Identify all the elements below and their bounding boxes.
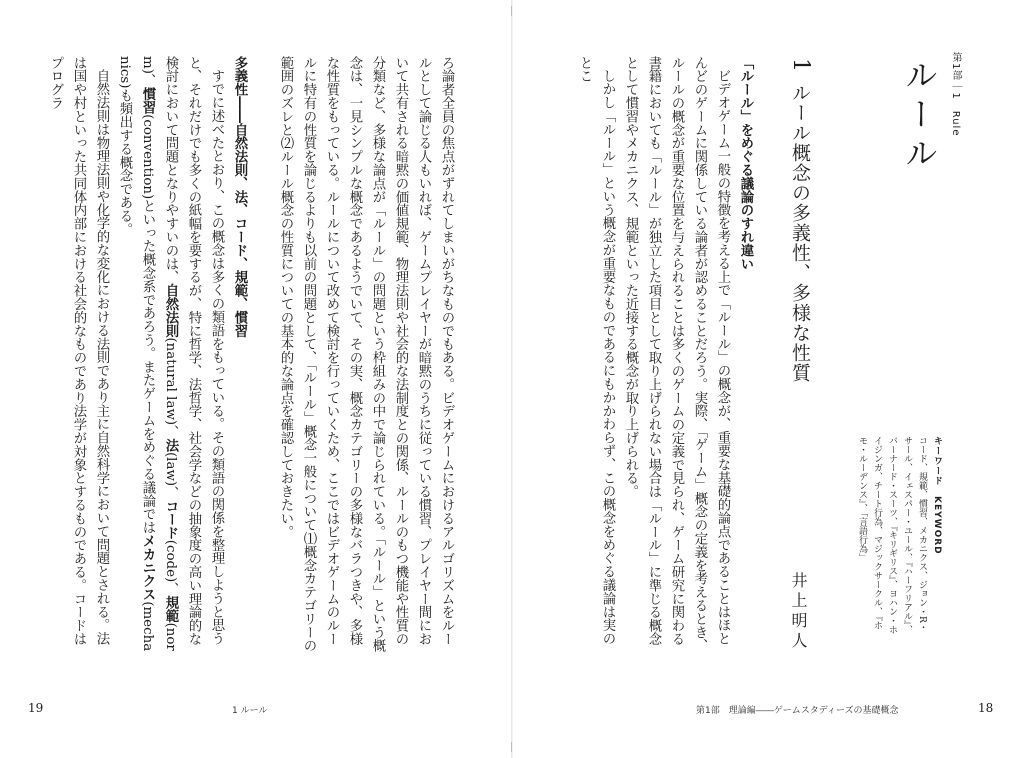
text-run: すでに述べたとおり、この概念は多くの類語をもっている。その類語の関係を整理しようと思うと、それだけでも多くの紙幅を要するが、特に哲学、法哲学、社会学などの抽象度の高い理論的な検討において問題となりやすいのは、 <box>163 56 224 646</box>
term-code: コード <box>163 499 178 540</box>
term-law: 法 <box>163 438 178 452</box>
left-paragraph-continued: ろ論者全員の焦点がずれてしまいがちなものでもある。ビデオゲームにおけるアルゴリズムをルールとして論じる人もいれば、ゲームプレイヤーが暗黙のうちに従っている慣習、プレイヤー間において共有される暗黙の価値規範、物理法則や社会的な法制度との関係、ルールのもつ機能や性質の分類など、多様な論点が「ルール」の問題という枠組みの中で論じられている。「ルール」という概念は、一見シンプルな概念であるようでいて、その実、概念カテゴリーの多様なバラつきや、多様な性質をもっている。ルールについて改めて検討を行っていくため、ここではビデオゲームのルールに特有の性質を論じるよりも以前の問題として、「ルール」概念一般について⑴概念カテゴリーの範囲のズレと⑵ルール概念の性質についての基本的な論点を確認しておきたい。 <box>278 56 454 653</box>
text-run: 、 <box>163 486 178 500</box>
crop-mark-top <box>511 6 512 16</box>
running-header-left: 1 ルール <box>232 706 268 716</box>
part-label: 第1部｜1 Rule <box>950 52 961 137</box>
crop-mark-bottom <box>511 742 512 752</box>
left-body-text <box>48 56 458 653</box>
right-body-text <box>577 56 757 653</box>
gloss: (norm) <box>140 56 178 651</box>
text-run: 、 <box>163 582 178 596</box>
gloss: (mechanics) <box>117 56 155 652</box>
running-header-right: 第1部 理論編――ゲームスタディーズの基礎概念 <box>696 706 899 716</box>
term-norm: 規範 <box>163 595 178 623</box>
section-title: ルール概念の多義性、多様な性質 <box>789 83 811 383</box>
term-natural-law: 自然法則 <box>163 283 178 338</box>
left-paragraph-3: 自然法則は物理法則や化学的な変化における法則であり主に自然科学において問題とされる。法は国や村といった共同体内部における社会的なものであり法学が対象とするものである。コードはプログラ <box>48 56 109 646</box>
text-run: といった概念系であろう。またゲームをめぐる議論では <box>140 199 155 535</box>
section-number: 1 <box>788 58 813 73</box>
author-name: 井上明人 <box>789 572 808 652</box>
gloss: (code) <box>163 539 178 583</box>
page-number-left: 19 <box>28 701 44 715</box>
keyword-label: キーワード KEYWORD <box>932 436 942 555</box>
page-gutter <box>511 0 513 758</box>
term-convention: 慣習 <box>140 87 155 115</box>
keyword-list: コード、規範、慣習、メカニクス、ジョン・R・サール、イェスパー・ユール、『ハーフリアル』、バーナード・スーツ、『キリギリス』、ヨハン・ホイジンガ、チート行為、マジックサークル、『ホモ・ルーデンス』、「言語行為」 <box>857 436 927 634</box>
text-run: 、 <box>163 425 178 439</box>
gloss: (law) <box>163 451 178 487</box>
left-paragraph-2 <box>113 56 228 653</box>
text-run: も頻出する概念である。 <box>117 88 132 236</box>
subsection-heading: 「ルール」をめぐる議論のすれ違い <box>738 56 753 271</box>
text-run: 、 <box>140 73 155 88</box>
right-paragraph-1: ビデオゲーム一般の特徴を考える上で「ルール」の概念が、重要な基礎的論点であることはほとんどのゲームに関係している論者が認めることだろう。実際、「ゲーム」概念の定義を考えるとき、ルールの概念が重要な位置を与えられることは多くのゲームの定義で見られ、ゲーム研究に関わる書籍においても「ルール」が独立した項目として取り上げられない場合は「ルール」に準じる概念として慣習やメカニクス、規範といった近接する概念が取り上げられる。 <box>623 56 730 653</box>
term-mechanics: メカニクス <box>140 534 155 602</box>
page-number-right: 18 <box>978 701 994 715</box>
section-heading <box>768 58 812 388</box>
right-paragraph-2: しかし「ルール」という概念が重要なものであるにもかかわらず、この概念をめぐる議論は実のとこ <box>577 56 615 646</box>
gloss: (natural law) <box>163 337 178 426</box>
keyword-block <box>852 436 944 636</box>
subsection-heading-2: 多義性――自然法則、法、コード、規範、慣習 <box>232 56 247 338</box>
chapter-title: ルール <box>900 58 939 175</box>
gloss: (convention) <box>140 114 155 200</box>
section-spacer <box>251 56 274 653</box>
